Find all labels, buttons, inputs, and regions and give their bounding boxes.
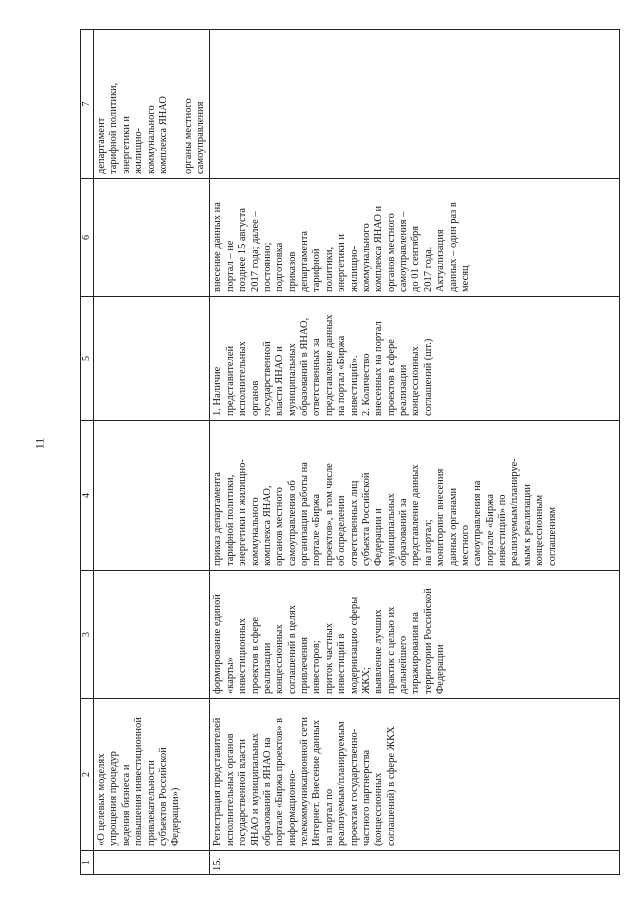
column-number: 4 [81,421,94,571]
table-wrapper [80,30,620,875]
column-number: 6 [81,179,94,297]
event-cell: Регистрация представителей исполнительных органов государственной власти ЯНАО и муниципальных образований в ЯНАО на портале «Биржа проектов» в информационно- телекоммуникационной сети Интернет. Внесение данных на портал по реализуемым/планируемым проектам государственно- частного партнерства (концессионных соглашений) в сфере ЖКХ [210,699,620,851]
column-number: 7 [81,30,94,179]
deadline-cell: внесение данных на портал – не позднее 15 августа 2017 года; далее – постоянно; подготовка приказов департамента тарифной политики, энергетики и жилищно- коммунального комплекса ЯНАО и органов местного самоуправления – до 01 сентября 2017 года. Актуализация данных – один раз в месяц [210,179,620,297]
responsible-cell: департамент тарифной политики, энергетики и жилищно- коммунального комплекса ЯНАО органы местного самоуправления [94,30,210,179]
indicator-cell [94,297,210,421]
table-row [210,30,620,875]
row-number-cell: 15. [210,851,620,875]
column-number: 3 [81,571,94,699]
goal-cell: формирование единой «карты» инвестиционных проектов в сфере реализации концессионных соглашений в целях привлечения инвесторов; приток частных инвестиций в модернизацию сферы ЖКХ; выявление лучших практик с целью их дальнейшего тиражирования на территории Российской Федерации [210,571,620,699]
page-number: 11 [32,437,47,450]
table-row [94,30,210,875]
goal-cell [94,571,210,699]
column-number: 5 [81,297,94,421]
column-number-row [81,30,94,875]
deadline-cell [94,179,210,297]
row-number-cell [94,851,210,875]
action-cell [94,421,210,571]
rotated-page [80,30,620,875]
column-number: 1 [81,851,94,875]
action-cell: приказ департамента тарифной политики, энергетики и жилищно- коммунального комплекса ЯНАО, органов местного самоуправления об организации работы на портале «Биржа проектов», в том числе об определении ответственных лиц субъекта Российской Федерации и муниципальных образований за представление данных на портал; мониторинг внесения данных органами местного самоуправления на портале «Биржа инвестиций» по реализуемым/планируе- мым к реализации концессионным соглашениям [210,421,620,571]
indicator-cell: 1. Наличие представителей исполнительных органов государственной власти ЯНАО и муниципальных образований в ЯНАО, ответственных за представление данных на портал «Биржа инвестиций». 2. Количество внесенных на портал проектов в сфере реализации концессионных соглашений (шт.) [210,297,620,421]
measures-table [80,29,620,875]
responsible-cell [210,30,620,179]
event-cell: «О целевых моделях упрощения процедур ведения бизнеса и повышения инвестиционной привлекательности субъектов Российской Федерации») [94,699,210,851]
column-number: 2 [81,699,94,851]
